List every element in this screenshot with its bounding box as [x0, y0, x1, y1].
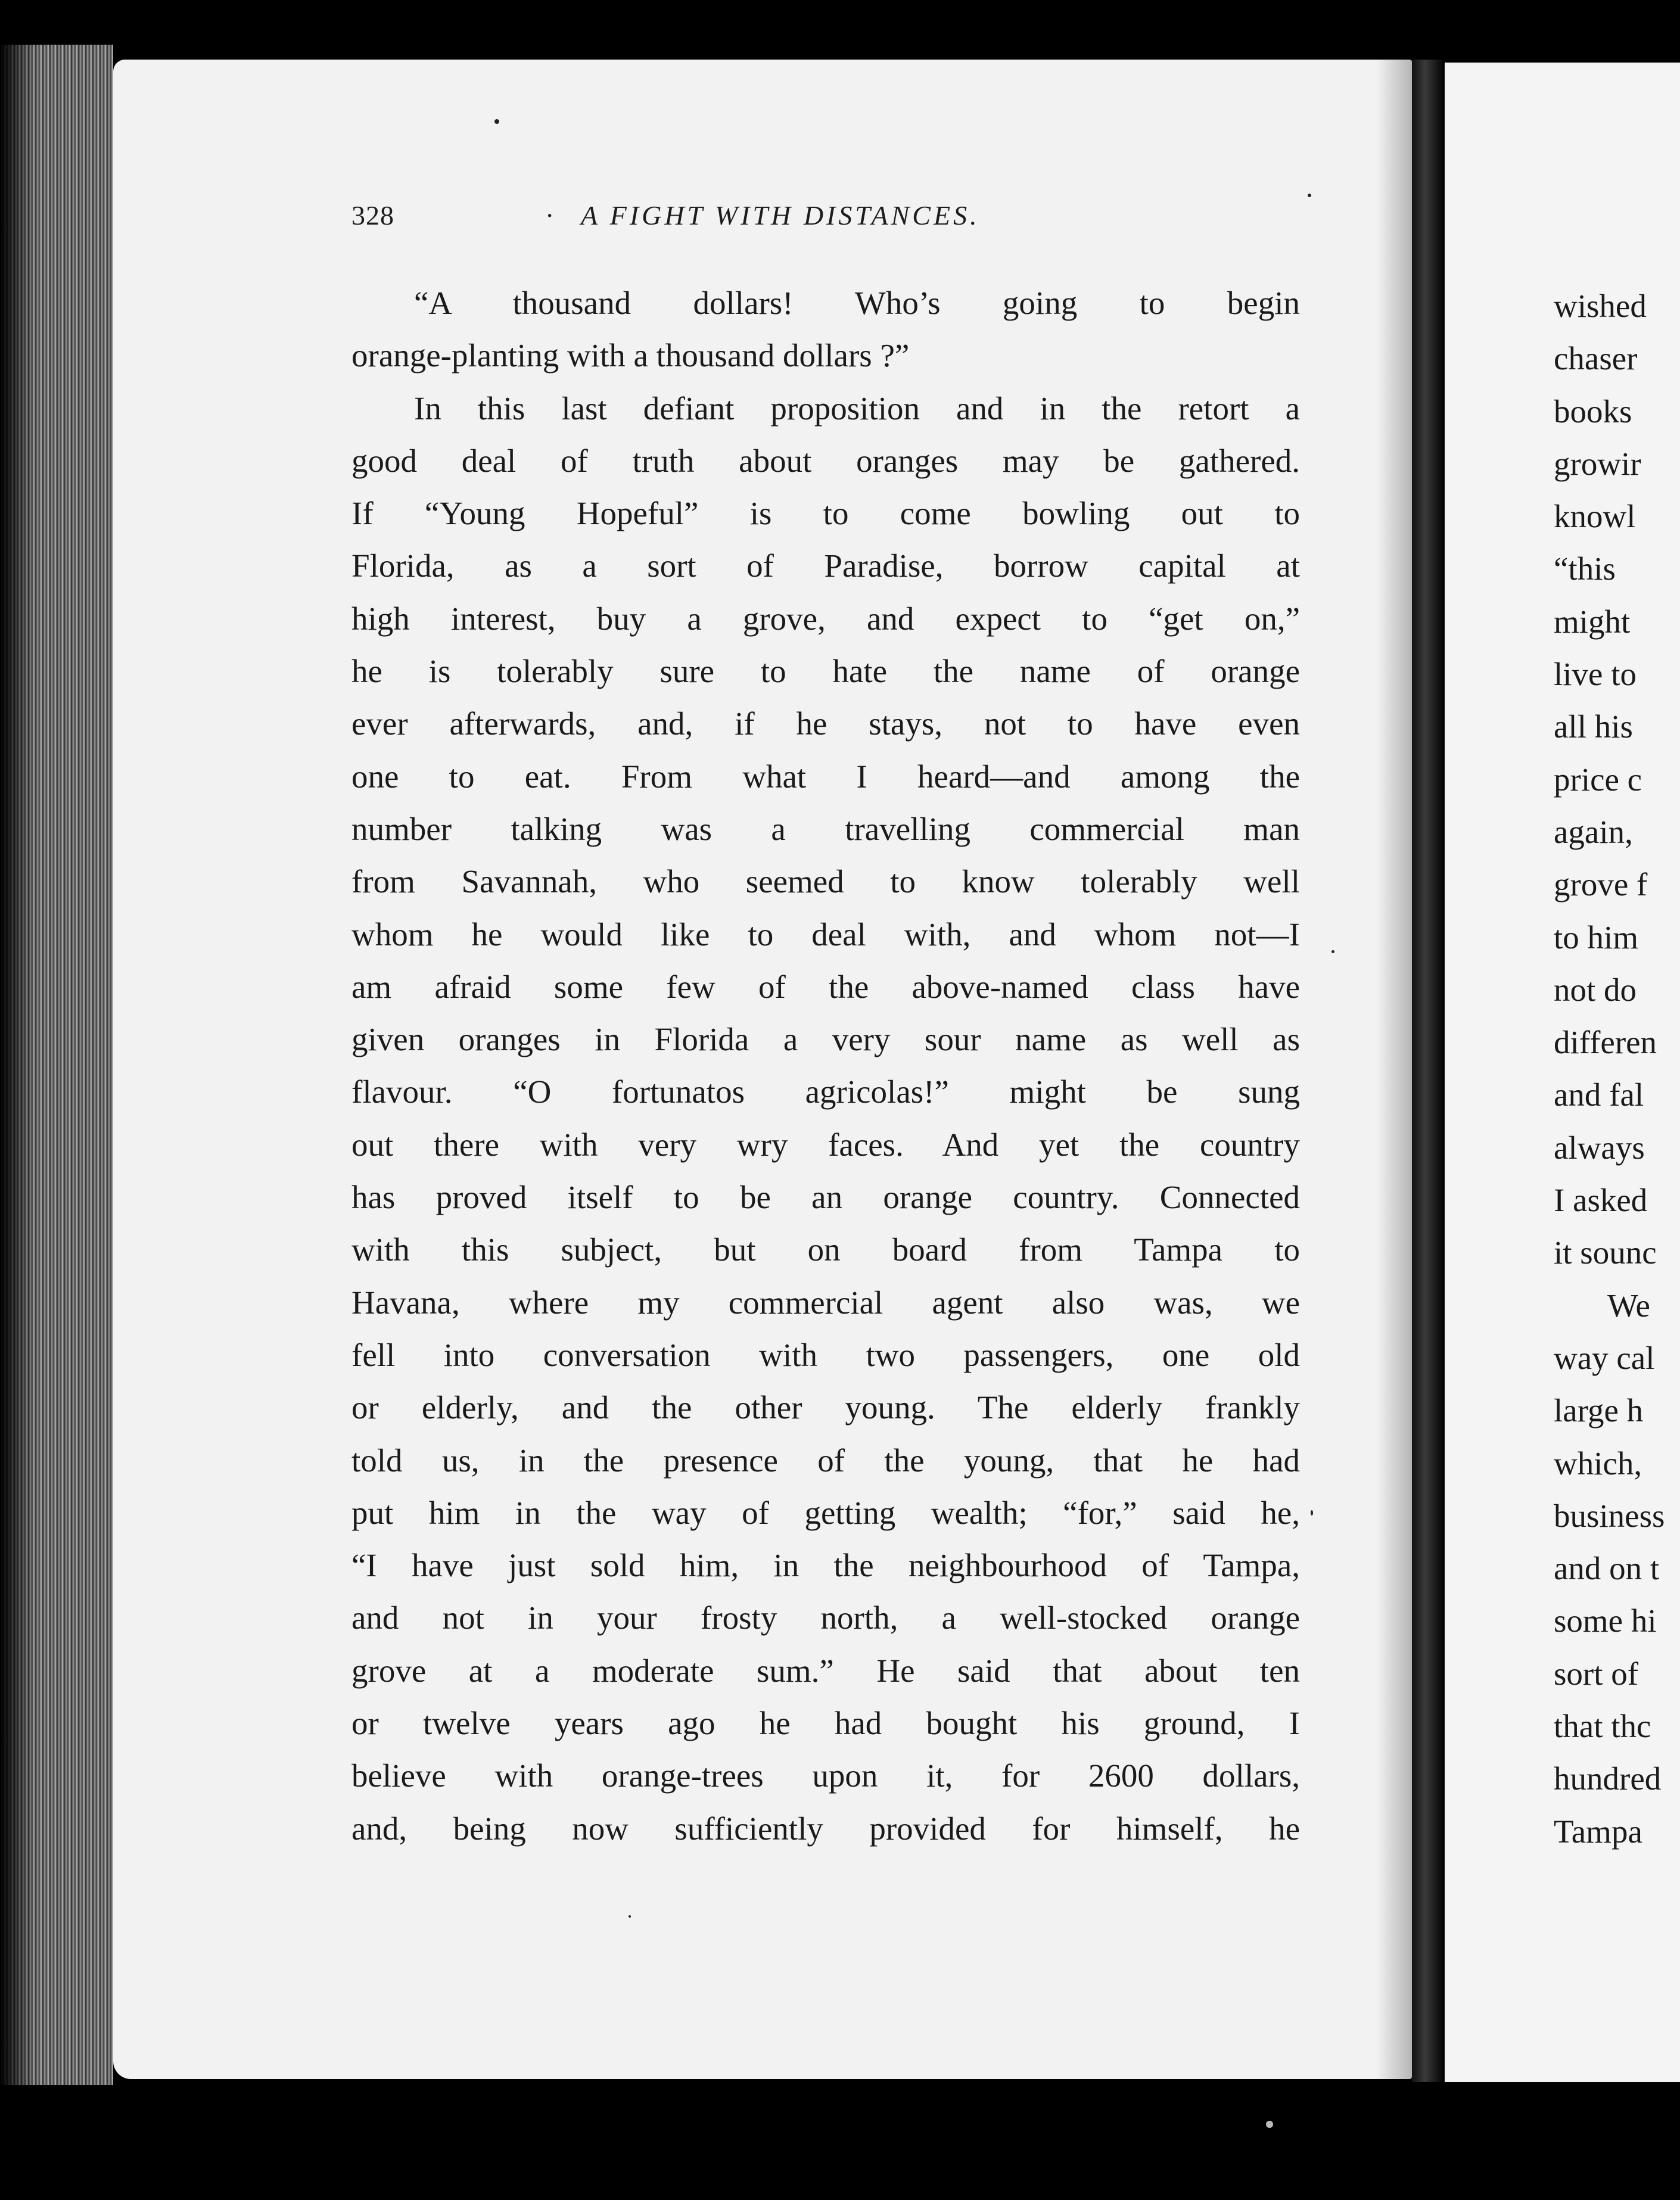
text-line: orange-planting with a thousand dollars ?”	[351, 337, 910, 374]
text-line: with this subject, but on board from Tampa to	[351, 1231, 1300, 1268]
text-line: Havana, where my commercial agent also was, we	[351, 1284, 1300, 1321]
text-line: or elderly, and the other young. The elderly frankly	[351, 1389, 1300, 1426]
page-edge-stack	[0, 45, 113, 2085]
fragment-line: “this	[1554, 550, 1616, 587]
text-line: “I have just sold him, in the neighbourhood of Tampa,	[351, 1547, 1300, 1584]
fragment-line: which,	[1554, 1445, 1642, 1482]
fragment-line: differen	[1554, 1024, 1657, 1061]
fragment-line: price c	[1554, 761, 1642, 798]
text-line: out there with very wry faces. And yet the country	[351, 1126, 1300, 1163]
text-line: grove at a moderate sum.” He said that about ten	[351, 1652, 1300, 1689]
fragment-line: knowl	[1554, 498, 1636, 535]
text-line: Florida, as a sort of Paradise, borrow capital at	[351, 547, 1300, 584]
text-line: fell into conversation with two passengers, one old	[351, 1336, 1300, 1373]
text-line: and, being now sufficiently provided for himself, he	[351, 1810, 1300, 1847]
fragment-line: chaser	[1554, 340, 1638, 377]
running-head-title: A FIGHT WITH DISTANCES.	[581, 200, 980, 231]
fragment-line: always	[1554, 1129, 1645, 1166]
book-gutter	[1412, 60, 1445, 2082]
fragment-line: sort of	[1554, 1655, 1639, 1692]
text-line: “A thousand dollars! Who’s going to begin	[414, 285, 1300, 321]
text-line: he is tolerably sure to hate the name of orange	[351, 653, 1300, 690]
fragment-line: Tampa	[1554, 1813, 1642, 1850]
text-line: believe with orange-trees upon it, for 2600 dollars,	[351, 1757, 1300, 1794]
fragment-line: that thc	[1554, 1708, 1651, 1745]
fragment-line: some hi	[1554, 1602, 1657, 1639]
fragment-line: it sounc	[1554, 1234, 1657, 1271]
text-line: one to eat. From what I heard—and among the	[351, 758, 1300, 795]
fragment-line: not do	[1554, 971, 1637, 1008]
text-line: flavour. “O fortunatos agricolas!” might be sung	[351, 1073, 1300, 1110]
text-line: number talking was a travelling commercial man	[351, 810, 1300, 847]
fragment-line: books	[1554, 393, 1632, 430]
fragment-line: live to	[1554, 656, 1637, 693]
right-page-fragments	[1554, 280, 1680, 1858]
fragment-line: way cal	[1554, 1339, 1655, 1376]
fragment-line: growir	[1554, 445, 1641, 482]
fragment-line: large h	[1554, 1392, 1644, 1429]
fragment-line: all his	[1554, 708, 1633, 745]
text-line: In this last defiant proposition and in the retort a	[414, 390, 1300, 427]
left-page-body	[351, 277, 1300, 1855]
fragment-line: again,	[1554, 813, 1633, 850]
text-line: told us, in the presence of the young, that he had	[351, 1442, 1300, 1479]
fragment-line: to him	[1554, 919, 1639, 956]
text-line: or twelve years ago he had bought his ground, I	[351, 1705, 1300, 1742]
fragment-line: grove f	[1554, 866, 1648, 903]
fragment-line: might	[1554, 603, 1631, 640]
running-head-dot: ·	[545, 200, 555, 231]
fragment-line: business	[1554, 1497, 1665, 1534]
text-line: has proved itself to be an orange country. Connected	[351, 1179, 1300, 1216]
fragment-line: hundred	[1554, 1760, 1662, 1797]
text-line: given oranges in Florida a very sour name as well as	[351, 1021, 1300, 1058]
text-line: am afraid some few of the above-named class have	[351, 968, 1300, 1005]
fragment-line: wished	[1554, 288, 1647, 324]
text-line: put him in the way of getting wealth; “for,” said he,	[351, 1494, 1300, 1531]
fragment-line: and on t	[1554, 1550, 1660, 1587]
fragment-line: We	[1607, 1287, 1650, 1324]
text-line: whom he would like to deal with, and whom not—I	[351, 916, 1300, 953]
fragment-line: I asked	[1554, 1182, 1648, 1219]
running-head	[351, 200, 1299, 241]
text-line: high interest, buy a grove, and expect to “get on,”	[351, 600, 1300, 637]
text-line: ever afterwards, and, if he stays, not to have even	[351, 705, 1300, 742]
text-line: from Savannah, who seemed to know tolerably well	[351, 863, 1300, 900]
page-number: 328	[351, 200, 394, 231]
fragment-line: and fal	[1554, 1076, 1644, 1113]
text-line: and not in your frosty north, a well-stocked orange	[351, 1600, 1300, 1636]
text-line: good deal of truth about oranges may be gathered.	[351, 442, 1300, 479]
text-line: If “Young Hopeful” is to come bowling out to	[351, 495, 1300, 532]
